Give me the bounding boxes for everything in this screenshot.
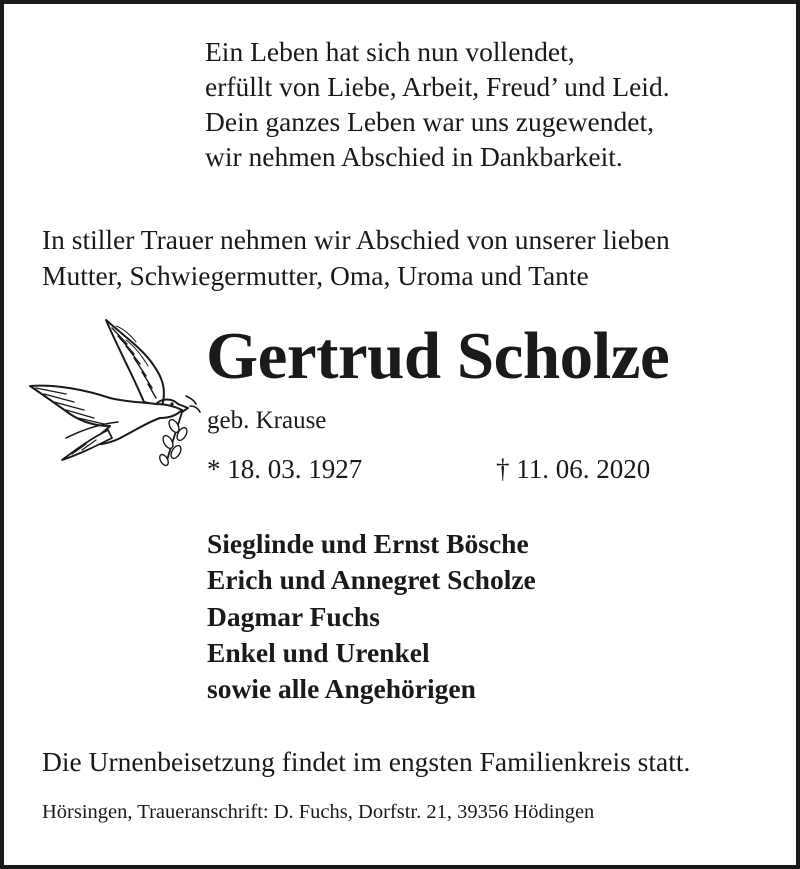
birth-date: * 18. 03. 1927 xyxy=(207,454,363,484)
mourner-entry: Enkel und Urenkel xyxy=(207,636,430,668)
poem-line: Ein Leben hat sich nun vollendet, xyxy=(205,36,575,67)
mourner-entry: Erich und Annegret Scholze xyxy=(207,564,536,596)
mourner-entry: sowie alle Angehörigen xyxy=(207,673,476,705)
intro-text xyxy=(42,222,670,294)
deceased-name: Gertrud Scholze xyxy=(206,319,670,393)
mourners-list xyxy=(207,526,536,707)
burial-note: Die Urnenbeisetzung findet im engsten Familienkreis statt. xyxy=(42,746,691,777)
memorial-poem xyxy=(205,34,670,174)
mourning-address: Hörsingen, Traueranschrift: D. Fuchs, Dorfstr. 21, 39356 Hödingen xyxy=(42,801,595,823)
mourner-entry: Sieglinde und Ernst Bösche xyxy=(207,528,529,559)
poem-line: Dein ganzes Leben war uns zugewendet, xyxy=(205,106,654,137)
poem-line: erfüllt von Liebe, Arbeit, Freud’ und Leid. xyxy=(205,71,670,102)
intro-line: Mutter, Schwiegermutter, Oma, Uroma und Tante xyxy=(42,260,589,291)
maiden-name: geb. Krause xyxy=(207,407,327,434)
death-date: † 11. 06. 2020 xyxy=(496,454,651,484)
poem-line: wir nehmen Abschied in Dankbarkeit. xyxy=(205,141,623,172)
mourner-entry: Dagmar Fuchs xyxy=(207,600,380,632)
dove-with-olive-branch-icon xyxy=(26,314,204,474)
intro-line: In stiller Trauer nehmen wir Abschied von unserer lieben xyxy=(42,224,670,255)
